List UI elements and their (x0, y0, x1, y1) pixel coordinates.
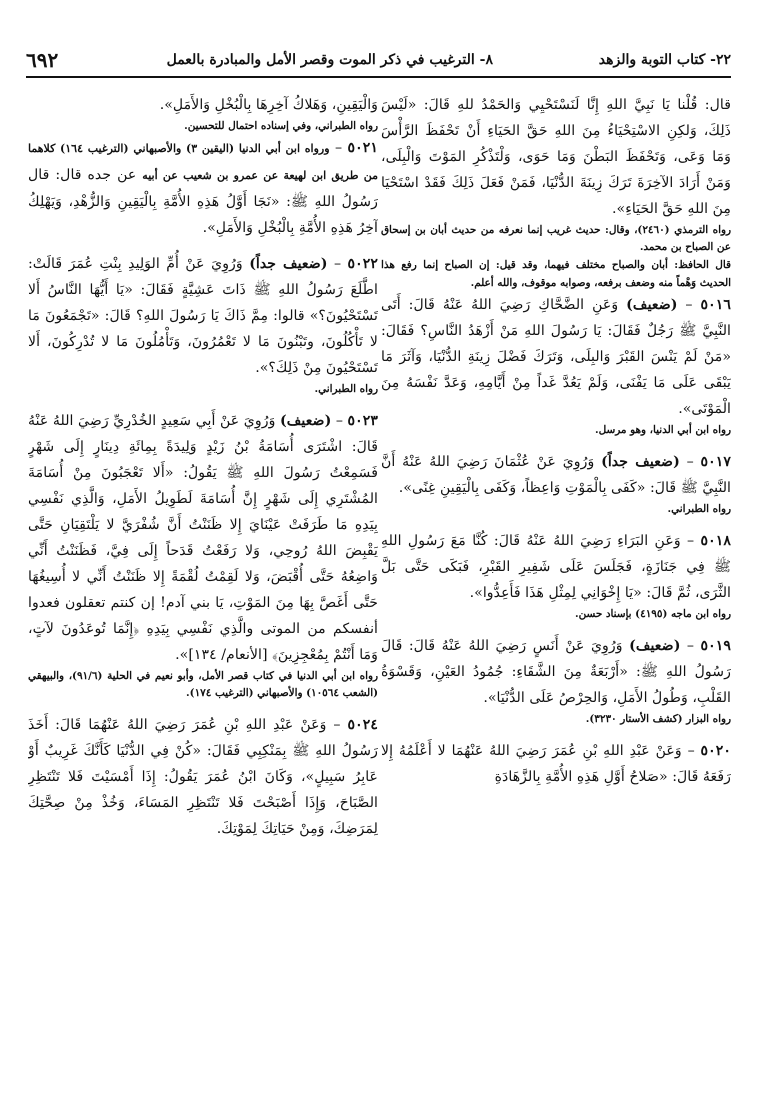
hadith-5022 (28, 251, 378, 398)
hadith-grade: (ضعيف جداً) (249, 256, 328, 272)
hadith-body: وَعَنِ الضَّحَّاكِ رَضِيَ اللهُ عَنْهُ قَالَ: أَتَى النَّبِيَّ ﷺ رَجُلٌ فَقَالَ: يَا رَسُولَ اللهِ مَنْ أَزْهَدُ النَّاسِ؟ فَقَالَ: «مَنْ لَمْ يَنْسَ القَبْرَ وَالبِلَى، وَتَرَكَ فَضْلَ زِينَةِ الدُّنْيَا، وَآثَرَ مَا يَبْقَى عَلَى مَا يَفْنَى، وَلَمْ يَعُدَّ غَداً مِنْ أَيَّامِهِ، وَعَدَّ نَفْسَهُ مِنَ الْمَوْتَى». (381, 297, 731, 417)
hadith-number: ٥٠١٦ (700, 297, 731, 313)
right-column (381, 92, 731, 1082)
hadith-number: ٥٠٢٢ (347, 256, 378, 272)
hadith-number: ٥٠١٧ (700, 454, 731, 470)
hadith-grade: (ضعيف) (626, 297, 678, 313)
hadith-body: وَرُوِيَ عَنْ أَبِي سَعِيدٍ الخُدْرِيِّ رَضِيَ اللهُ عَنْهُ قَالَ: اشْتَرَى أُسَامَةُ بْنُ زَيْدٍ وَلِيدَةً بِمِائَةِ دِينَارٍ إِلَى شَهْرٍ فَسَمِعْتُ رَسُولَ اللهِ ﷺ يَقُولُ: «أَلا تَعْجَبُونَ مِنْ أُسَامَةَ المُشْتَرِي إِلَى شَهْرٍ إِنَّ أُسَامَةَ لَطَوِيلُ الأَمَلِ، وَالَّذِي نَفْسِي بِيَدِهِ مَا طَرَفَتْ عَيْنَايَ إِلا ظَنَنْتُ أَنَّ شُفْرَيَّ لا يَلْتَقِيَانِ حَتَّى يَقْبِضَ اللهُ رُوحِي، وَلا رَفَعْتُ قَدَحاً إِلَى فِيَّ، فَظَنَنْتُ أَنِّي وَاضِعُهُ حَتَّى أُقْبَضَ، وَلا لَقِمْتُ لُقْمَةً إِلا ظَنَنْتُ أَنِّي لا أُسِيغُهَا حَتَّى أَغَصَّ بِهَا مِنَ المَوْتِ، يَا بني آدم! إن كنتم تعقلون فعدوا أنفسكم من الموتى والَّذِي نَفْسِي بِيَدِهِ ﴿إِنَّمَا تُوعَدُونَ لآتٍ، وَمَا أَنْتُمْ بِمُعْجِزِينَ﴾ [الأنعام/ ١٣٤]». (28, 413, 378, 663)
hadith-5019 (381, 633, 731, 728)
hadith-number: ٥٠١٩ (700, 638, 731, 654)
book-title: ٢٢- كتاب التوبة والزهد (598, 52, 731, 68)
hadith-number: ٥٠١٨ (700, 533, 731, 549)
hadith-continuation-text: وَالْيَقِينِ، وَهَلاكُ آخِرِهَا بِالْبُخْلِ وَالأَمَلِ». (159, 97, 378, 113)
hadith-reference: رواه ابن أبي الدنيا، وهو مرسل. (595, 424, 731, 436)
hadith-reference: رواه الطبراني، وفي إسناده احتمال للتحسين. (184, 120, 378, 132)
hadith-text: ٥٠٢٣ – (ضعيف) وَرُوِيَ عَنْ أَبِي سَعِيدٍ الخُدْرِيِّ رَضِيَ اللهُ عَنْهُ قَالَ: اشْتَرَى أُسَامَةُ بْنُ زَيْدٍ وَلِيدَةً بِمِائَةِ دِينَارٍ إِلَى شَهْرٍ فَسَمِعْتُ رَسُولَ اللهِ ﷺ يَقُولُ: «أَلا تَعْجَبُونَ مِنْ أُسَامَةَ المُشْتَرِي إِلَى شَهْرٍ إِنَّ أُسَامَةَ لَطَوِيلُ الأَمَلِ، وَالَّذِي نَفْسِي بِيَدِهِ مَا طَرَفَتْ عَيْنَايَ إِلا ظَنَنْتُ أَنَّ شُفْرَيَّ لا يَلْتَقِيَانِ حَتَّى يَقْبِضَ اللهُ رُوحِي، وَلا رَفَعْتُ قَدَحاً إِلَى فِيَّ، فَظَنَنْتُ أَنِّي وَاضِعُهُ حَتَّى أُقْبَضَ، وَلا لَقِمْتُ لُقْمَةً إِلا ظَنَنْتُ أَنِّي لا أُسِيغُهَا حَتَّى أَغَصَّ بِهَا مِنَ المَوْتِ، يَا بني آدم! إن كنتم تعقلون فعدوا أنفسكم من الموتى والَّذِي نَفْسِي بِيَدِهِ ﴿إِنَّمَا تُوعَدُونَ لآتٍ، وَمَا أَنْتُمْ بِمُعْجِزِينَ﴾ [الأنعام/ ١٣٤]». (28, 413, 378, 663)
hadith-body: عن جده قال: قال رَسُولُ اللهِ ﷺ: «نَجَا أَوَّلُ هَذِهِ الأُمَّةِ بِالْيَقِينِ وَالزُّهْدِ، وَيَهْلِكُ آخِرُ هَذِهِ الأُمَّةِ بِالْبُخْلِ وَالأَمَلِ». (28, 167, 378, 236)
hadith-text: ٥٠١٧ – (ضعيف جداً) وَرُوِيَ عَنْ عُثْمَانَ رَضِيَ اللهُ عَنْهُ أَنَّ النَّبِيَّ ﷺ قَالَ: «كَفَى بِالْمَوْتِ وَاعِظاً، وَكَفَى بِالْيَقِينِ غِنًى». (381, 454, 731, 496)
hadith-body: وَعَنْ عَبْدِ اللهِ بْنِ عُمَرَ رَضِيَ اللهُ عَنْهُمَا لا أَعْلَمُهُ إِلا رَفَعَهُ قَالَ: «صَلاحُ أَوَّلِ هَذِهِ الأُمَّةِ بِالزَّهَادَةِ (381, 743, 731, 785)
hadith-reference: رواه البزار (كشف الأستار ٣٢٣٠). (585, 713, 731, 725)
page-number: ٦٩٢ (26, 48, 59, 72)
hadith-number: ٥٠٢٠ (700, 743, 731, 759)
hadith-text: ٥٠١٩ – (ضعيف) وَرُوِيَ عَنْ أَنَسٍ رَضِيَ اللهُ عَنْهُ قَالَ: قَالَ رَسُولُ اللهِ ﷺ: «أَرْبَعَةٌ مِنَ الشَّقَاءِ: جُمُودُ العَيْنِ، وَقَسْوَةُ القَلْبِ، وَطُولُ الأَمَلِ، وَالحِرْصُ عَلَى الدُّنْيَا». (381, 638, 731, 706)
page-header (26, 44, 731, 78)
hadith-grade: (ضعيف) (629, 638, 681, 654)
hadith-text: ٥٠١٨ – وَعَنِ البَرَاءِ رَضِيَ اللهُ عَنْهُ قَالَ: كُنَّا مَعَ رَسُولِ اللهِ ﷺ فِي جَنَازَةٍ، فَجَلَسَ عَلَى شَفِيرِ القَبْرِ، فَبَكَى حَتَّى بَلَّ الثَّرَى، ثُمَّ قَالَ: «يَا إِخْوَانِي لِمِثْلِ هَذَا فَأَعِدُّوا». (381, 533, 731, 601)
hadith-intro: ورواه ابن أبي الدنيا (اليقين ٣) والأصبهاني (الترغيب ١٦٤) كلاهما من طريق ابن لهيعة عن عمرو بن شعيب عن أبيه (28, 142, 378, 182)
hadith-body: وَعَنْ عَبْدِ اللهِ بْنِ عُمَرَ رَضِيَ اللهُ عَنْهُمَا قَالَ: أَخَذَ رَسُولُ اللهِ ﷺ بِمَنْكِبِي فَقَالَ: «كُنْ فِي الدُّنْيَا كَأَنَّكَ غَرِيبٌ أَوْ عَابِرُ سَبِيلٍ»، وَكَانَ ابْنُ عُمَرَ يَقُولُ: إِذَا أَمْسَيْتَ فَلا تَنْتَظِرِ الصَّبَاحَ، وَإِذَا أَصْبَحْتَ فَلا تَنْتَظِرِ المَسَاءَ، وَخُذْ مِنْ صِحَّتِكَ لِمَرَضِكَ، وَمِنْ حَيَاتِكَ لِمَوْتِكَ. (28, 717, 378, 837)
hadith-reference: رواه الترمذي (٢٤٦٠)، وقال: حديث غريب إنما نعرفه من حديث أبان بن إسحاق عن الصباح بن محمد. (381, 224, 731, 253)
hadith-number: ٥٠٢١ (347, 140, 378, 156)
hadith-5018 (381, 528, 731, 623)
hadith-body: وَرُوِيَ عَنْ عُثْمَانَ رَضِيَ اللهُ عَنْهُ أَنَّ النَّبِيَّ ﷺ قَالَ: «كَفَى بِالْمَوْتِ وَاعِظاً، وَكَفَى بِالْيَقِينِ غِنًى». (381, 454, 731, 496)
hadith-body: وَرُوِيَ عَنْ أُمِّ الوَلِيدِ بِنْتِ عُمَرَ قَالَتْ: اطَّلَعَ رَسُولُ اللهِ ﷺ ذَاتَ عَشِيَّةٍ فَقَالَ: «يَا أَيُّهَا النَّاسُ أَلا تَسْتَحْيُونَ؟» قالوا: مِمَّ ذَاكَ يَا رَسُولَ اللهِ؟ قَالَ: «تَجْمَعُونَ مَا لا تَأْكُلُونَ، وتَبْنُونَ مَا لا تَعْمُرُونَ، وَتَأْمُلُونَ مَا لا تُدْرِكُونَ، أَلا تَسْتَحْيُونَ مِنْ ذَلِكَ؟». (28, 256, 378, 376)
hadith-grade: (ضعيف جداً) (601, 454, 680, 470)
hadith-text: ٥٠١٦ – (ضعيف) وَعَنِ الضَّحَّاكِ رَضِيَ اللهُ عَنْهُ قَالَ: أَتَى النَّبِيَّ ﷺ رَجُلٌ فَقَالَ: يَا رَسُولَ اللهِ مَنْ أَزْهَدُ النَّاسِ؟ فَقَالَ: «مَنْ لَمْ يَنْسَ القَبْرَ وَالبِلَى، وَتَرَكَ فَضْلَ زِينَةِ الدُّنْيَا، وَآثَرَ مَا يَبْقَى عَلَى مَا يَفْنَى، وَلَمْ يَعُدَّ غَداً مِنْ أَيَّامِهِ، وَعَدَّ نَفْسَهُ مِنَ الْمَوْتَى». (381, 297, 731, 417)
hadith-body: وَعَنِ البَرَاءِ رَضِيَ اللهُ عَنْهُ قَالَ: كُنَّا مَعَ رَسُولِ اللهِ ﷺ فِي جَنَازَةٍ، فَجَلَسَ عَلَى شَفِيرِ القَبْرِ، فَبَكَى حَتَّى بَلَّ الثَّرَى، ثُمَّ قَالَ: «يَا إِخْوَانِي لِمِثْلِ هَذَا فَأَعِدُّوا». (381, 533, 731, 601)
hafiz-note: قال الحافظ: أبان والصباح مختلف فيهما، وقد قيل: إن الصباح إنما رفع هذا الحديث وَهْماً منه وضعف برفعه، وصوابه موقوف، والله أعلم. (381, 259, 731, 289)
hadith-text: ٥٠٢١ – ورواه ابن أبي الدنيا (اليقين ٣) والأصبهاني (الترغيب ١٦٤) كلاهما من طريق ابن لهيعة عن عمرو بن شعيب عن أبيه عن جده قال: قال رَسُولُ اللهِ ﷺ: «نَجَا أَوَّلُ هَذِهِ الأُمَّةِ بِالْيَقِينِ وَالزُّهْدِ، وَيَهْلِكُ آخِرُ هَذِهِ الأُمَّةِ بِالْبُخْلِ وَالأَمَلِ». (28, 140, 378, 236)
hadith-number: ٥٠٢٣ (347, 413, 378, 429)
hadith-reference: رواه ابن أبي الدنيا في كتاب قصر الأمل، وأبو نعيم في الحلية (٩١/٦)، والبيهقي (الشعب ١٠٥٦٤) والأصبهاني (الترغيب ١٧٤). (28, 670, 378, 699)
hadith-5023 (28, 408, 378, 702)
hadith-5017 (381, 449, 731, 518)
hadith-text: ٥٠٢٤ – وَعَنْ عَبْدِ اللهِ بْنِ عُمَرَ رَضِيَ اللهُ عَنْهُمَا قَالَ: أَخَذَ رَسُولُ اللهِ ﷺ بِمَنْكِبِي فَقَالَ: «كُنْ فِي الدُّنْيَا كَأَنَّكَ غَرِيبٌ أَوْ عَابِرُ سَبِيلٍ»، وَكَانَ ابْنُ عُمَرَ يَقُولُ: إِذَا أَمْسَيْتَ فَلا تَنْتَظِرِ الصَّبَاحَ، وَإِذَا أَصْبَحْتَ فَلا تَنْتَظِرِ المَسَاءَ، وَخُذْ مِنْ صِحَّتِكَ لِمَرَضِكَ، وَمِنْ حَيَاتِكَ لِمَوْتِكَ. (28, 717, 378, 837)
hadith-5020 (381, 738, 731, 790)
header-divider (26, 76, 731, 78)
hadith-grade: (ضعيف) (280, 413, 332, 429)
hadith-reference: رواه الطبراني. (667, 503, 731, 515)
hadith-body: وَرُوِيَ عَنْ أَنَسٍ رَضِيَ اللهُ عَنْهُ قَالَ: قَالَ رَسُولُ اللهِ ﷺ: «أَرْبَعَةٌ مِنَ الشَّقَاءِ: جُمُودُ العَيْنِ، وَقَسْوَةُ القَلْبِ، وَطُولُ الأَمَلِ، وَالحِرْصُ عَلَى الدُّنْيَا». (381, 638, 731, 706)
hadith-5024 (28, 712, 378, 842)
hadith-5021 (28, 135, 378, 241)
hadith-5016 (381, 292, 731, 439)
hadith-continuation-text: قال: قُلْنا يَا نَبِيَّ اللهِ إِنَّا لَنَسْتَحْيِي وَالحَمْدُ للهِ قَالَ: «لَيْسَ ذَلِكَ، وَلكِنِ الاسْتِحْيَاءُ مِنَ اللهِ حَقَّ الحَيَاءِ أَنْ تَحْفَظَ الرَّأْسَ وَمَا وَعَى، وَتَحْفَظَ البَطْنَ وَمَا حَوَى، وَلْتَذْكُرِ المَوْتَ وَالْبِلَى، وَمَنْ أَرَادَ الآخِرَةَ تَرَكَ زِينَةَ الدُّنْيَا، فَمَنْ فَعَلَ ذَلِكَ فَقَدْ اسْتَحْيَا مِنَ اللهِ حَقَّ الحَيَاءِ». (381, 97, 731, 217)
hadith-number: ٥٠٢٤ (347, 717, 378, 733)
hadith-reference: رواه ابن ماجه (٤١٩٥) بإسناد حسن. (575, 608, 731, 620)
hadith-text: ٥٠٢٢ – (ضعيف جداً) وَرُوِيَ عَنْ أُمِّ الوَلِيدِ بِنْتِ عُمَرَ قَالَتْ: اطَّلَعَ رَسُولُ اللهِ ﷺ ذَاتَ عَشِيَّةٍ فَقَالَ: «يَا أَيُّهَا النَّاسُ أَلا تَسْتَحْيُونَ؟» قالوا: مِمَّ ذَاكَ يَا رَسُولَ اللهِ؟ قَالَ: «تَجْمَعُونَ مَا لا تَأْكُلُونَ، وتَبْنُونَ مَا لا تَعْمُرُونَ، وَتَأْمُلُونَ مَا لا تُدْرِكُونَ، أَلا تَسْتَحْيُونَ مِنْ ذَلِكَ؟». (28, 256, 378, 376)
left-column (28, 92, 378, 1082)
chapter-title: ٨- الترغيب في ذكر الموت وقصر الأمل والمبادرة بالعمل (166, 52, 493, 68)
hadith-reference: رواه الطبراني. (314, 383, 378, 395)
hadith-text: ٥٠٢٠ – وَعَنْ عَبْدِ اللهِ بْنِ عُمَرَ رَضِيَ اللهُ عَنْهُمَا لا أَعْلَمُهُ إِلا رَفَعَهُ قَالَ: «صَلاحُ أَوَّلِ هَذِهِ الأُمَّةِ بِالزَّهَادَةِ (381, 743, 731, 785)
